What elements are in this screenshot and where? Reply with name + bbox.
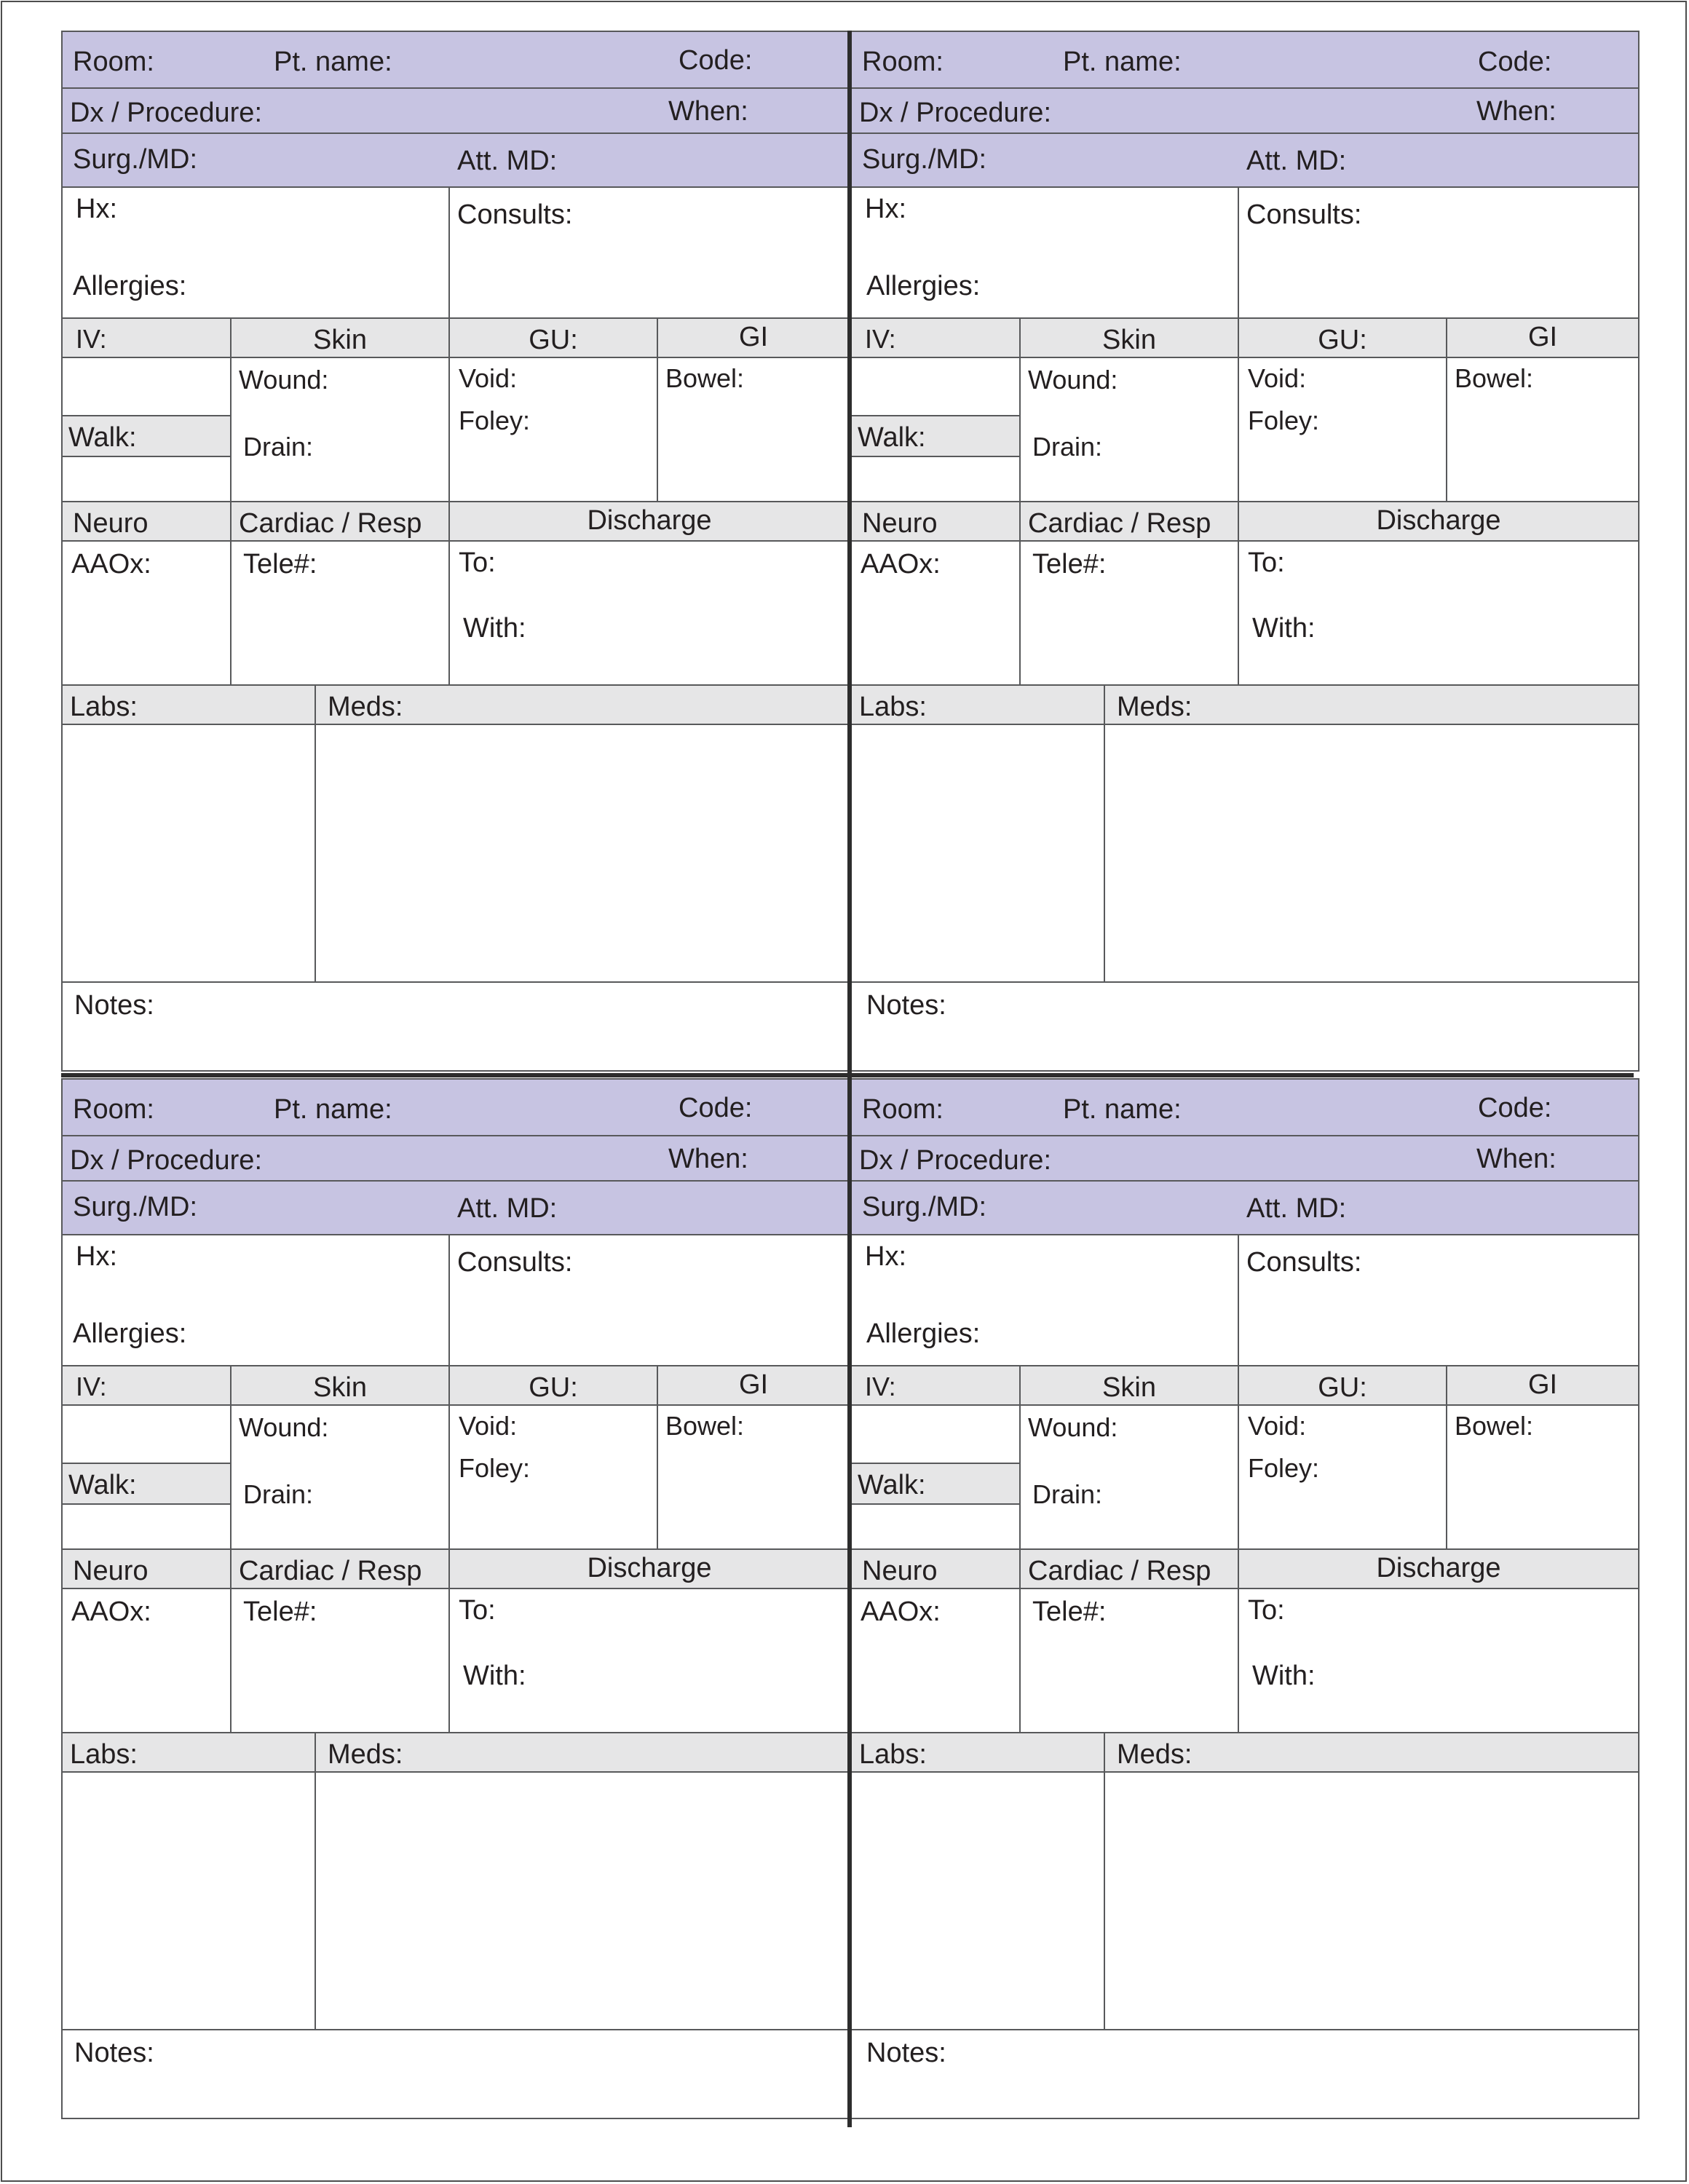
labs-box <box>61 724 316 983</box>
discharge-label: Discharge <box>1376 1553 1501 1583</box>
code-label: Code: <box>1478 47 1552 77</box>
gi-header <box>657 317 850 358</box>
discharge-header <box>1238 501 1639 542</box>
code-label: Code: <box>1478 1093 1552 1123</box>
gi-label: GI <box>1527 322 1558 352</box>
code-label: Code: <box>679 1093 753 1123</box>
labs-box <box>850 724 1105 983</box>
consults-label: Consults: <box>1246 199 1362 230</box>
discharge-label: Discharge <box>587 1553 712 1583</box>
with-label: With: <box>1252 1661 1316 1691</box>
labs-box <box>850 1771 1105 2030</box>
cardiac-resp-header <box>230 1548 450 1589</box>
dx-procedure-label: Dx / Procedure: <box>859 98 1051 128</box>
notes-box <box>61 981 850 1072</box>
tele-label: Tele#: <box>1032 1597 1107 1627</box>
bowel-label: Bowel: <box>665 363 745 393</box>
iv-header <box>61 1365 232 1406</box>
cardiac-resp-label: Cardiac / Resp <box>239 508 422 539</box>
foley-label: Foley: <box>459 1453 531 1483</box>
pt-name-label: Pt. name: <box>1063 47 1182 77</box>
surg-md-label: Surg./MD: <box>73 1192 198 1222</box>
hx-allergies-box <box>61 186 450 319</box>
consults-box <box>1238 1234 1639 1366</box>
dx-procedure-label: Dx / Procedure: <box>70 1145 262 1176</box>
when-label: When: <box>668 1144 748 1174</box>
horizontal-divider <box>61 1073 1634 1077</box>
meds-label: Meds: <box>1117 692 1192 722</box>
neuro-label: Neuro <box>73 1556 149 1586</box>
notes-box <box>850 2029 1639 2119</box>
gi-label: GI <box>738 1369 769 1400</box>
bowel-label: Bowel: <box>1455 363 1534 393</box>
bowel-label: Bowel: <box>1455 1411 1534 1441</box>
notes-box <box>61 2029 850 2119</box>
drain-label: Drain: <box>1032 1479 1103 1509</box>
att-md-label: Att. MD: <box>1246 146 1347 176</box>
skin-box <box>1019 357 1239 502</box>
cardiac-resp-header <box>230 501 450 542</box>
void-label: Void: <box>1248 363 1307 393</box>
gu-label: GU: <box>529 325 578 355</box>
gu-header <box>1238 1365 1447 1406</box>
patient-sheet-top-left <box>61 31 850 1072</box>
walk-label: Walk: <box>858 1470 926 1500</box>
void-label: Void: <box>459 1411 518 1441</box>
tele-label: Tele#: <box>243 1597 317 1627</box>
patient-sheet-bottom-left <box>61 1078 850 2119</box>
walk-label: Walk: <box>858 422 926 453</box>
skin-box <box>1019 1404 1239 1550</box>
discharge-box <box>448 1588 850 1733</box>
row-surg-md <box>61 132 850 188</box>
to-label: To: <box>1248 547 1285 578</box>
aaox-label: AAOx: <box>861 549 941 579</box>
when-label: When: <box>668 96 748 127</box>
att-md-label: Att. MD: <box>1246 1193 1347 1224</box>
hx-label: Hx: <box>865 194 906 224</box>
gi-box <box>657 1404 850 1550</box>
walk-box <box>61 1503 232 1550</box>
allergies-label: Allergies: <box>73 1318 187 1349</box>
meds-box <box>315 1771 850 2030</box>
gi-header <box>1446 1365 1639 1406</box>
notes-box <box>850 981 1639 1072</box>
meds-header <box>315 1732 850 1773</box>
hx-allergies-box <box>61 1234 450 1366</box>
meds-label: Meds: <box>328 692 403 722</box>
cardiac-resp-label: Cardiac / Resp <box>239 1556 422 1586</box>
with-label: With: <box>463 1661 526 1691</box>
pt-name-label: Pt. name: <box>274 47 392 77</box>
gi-label: GI <box>738 322 769 352</box>
skin-label: Skin <box>313 1372 367 1403</box>
consults-box <box>448 186 850 319</box>
void-label: Void: <box>459 363 518 393</box>
cardiac-resp-box <box>230 1588 450 1733</box>
discharge-header <box>1238 1548 1639 1589</box>
surg-md-label: Surg./MD: <box>862 144 987 175</box>
dx-procedure-label: Dx / Procedure: <box>70 98 262 128</box>
gi-header <box>657 1365 850 1406</box>
cardiac-resp-box <box>1019 540 1239 686</box>
meds-box <box>1104 1771 1639 2030</box>
vertical-divider <box>847 31 852 2127</box>
neuro-box <box>850 540 1021 686</box>
iv-box <box>61 357 232 416</box>
discharge-header <box>448 1548 850 1589</box>
row-surg-md <box>61 1180 850 1235</box>
drain-label: Drain: <box>1032 432 1103 462</box>
to-label: To: <box>459 547 496 578</box>
neuro-header <box>850 1548 1021 1589</box>
pt-name-label: Pt. name: <box>1063 1094 1182 1125</box>
walk-box <box>850 456 1021 502</box>
iv-box <box>850 1404 1021 1464</box>
allergies-label: Allergies: <box>866 271 981 301</box>
discharge-box <box>1238 1588 1639 1733</box>
iv-header <box>850 317 1021 358</box>
patient-sheet-bottom-right <box>850 1078 1639 2119</box>
neuro-label: Neuro <box>862 1556 938 1586</box>
gu-box <box>1238 1404 1447 1550</box>
meds-header <box>1104 1732 1639 1773</box>
notes-label: Notes: <box>74 2038 154 2068</box>
skin-label: Skin <box>1102 325 1156 355</box>
discharge-header <box>448 501 850 542</box>
dx-procedure-label: Dx / Procedure: <box>859 1145 1051 1176</box>
gi-box <box>657 357 850 502</box>
gu-label: GU: <box>1318 325 1367 355</box>
iv-label: IV: <box>76 1372 107 1401</box>
hx-label: Hx: <box>76 194 117 224</box>
gu-header <box>1238 317 1447 358</box>
to-label: To: <box>459 1595 496 1626</box>
to-label: To: <box>1248 1595 1285 1626</box>
notes-label: Notes: <box>866 2038 946 2068</box>
wound-label: Wound: <box>1028 365 1118 395</box>
room-label: Room: <box>73 1094 154 1125</box>
tele-label: Tele#: <box>243 549 317 579</box>
iv-header <box>850 1365 1021 1406</box>
labs-label: Labs: <box>70 692 138 722</box>
row-surg-md <box>850 132 1639 188</box>
skin-header <box>230 1365 450 1406</box>
with-label: With: <box>463 613 526 644</box>
skin-header <box>1019 1365 1239 1406</box>
walk-label: Walk: <box>68 1470 137 1500</box>
walk-label: Walk: <box>68 422 137 453</box>
drain-label: Drain: <box>243 1479 314 1509</box>
consults-label: Consults: <box>457 199 573 230</box>
labs-box <box>61 1771 316 2030</box>
when-label: When: <box>1476 1144 1557 1174</box>
wound-label: Wound: <box>239 365 329 395</box>
patient-sheet-top-right <box>850 31 1639 1072</box>
consults-label: Consults: <box>457 1247 573 1278</box>
cardiac-resp-label: Cardiac / Resp <box>1028 508 1211 539</box>
labs-label: Labs: <box>859 692 927 722</box>
walk-box <box>61 456 232 502</box>
when-label: When: <box>1476 96 1557 127</box>
labs-label: Labs: <box>859 1739 927 1770</box>
foley-label: Foley: <box>1248 1453 1320 1483</box>
row-dx-procedure <box>61 1135 850 1182</box>
notes-label: Notes: <box>866 990 946 1021</box>
with-label: With: <box>1252 613 1316 644</box>
drain-label: Drain: <box>243 432 314 462</box>
gu-label: GU: <box>1318 1372 1367 1403</box>
neuro-header <box>850 501 1021 542</box>
row-room <box>850 1078 1639 1136</box>
neuro-box <box>61 540 232 686</box>
row-dx-procedure <box>850 87 1639 134</box>
gi-header <box>1446 317 1639 358</box>
row-surg-md <box>850 1180 1639 1235</box>
meds-label: Meds: <box>1117 1739 1192 1770</box>
gu-box <box>1238 357 1447 502</box>
gu-box <box>448 357 658 502</box>
labs-label: Labs: <box>70 1739 138 1770</box>
surg-md-label: Surg./MD: <box>73 144 198 175</box>
foley-label: Foley: <box>459 405 531 435</box>
neuro-header <box>61 1548 232 1589</box>
walk-box <box>850 1503 1021 1550</box>
consults-box <box>1238 186 1639 319</box>
row-room <box>61 31 850 89</box>
labs-header <box>61 684 316 725</box>
gi-box <box>1446 357 1639 502</box>
walk-header <box>850 415 1021 457</box>
cardiac-resp-header <box>1019 1548 1239 1589</box>
neuro-label: Neuro <box>73 508 149 539</box>
room-label: Room: <box>862 1094 944 1125</box>
allergies-label: Allergies: <box>73 271 187 301</box>
cardiac-resp-box <box>1019 1588 1239 1733</box>
iv-box <box>61 1404 232 1464</box>
labs-header <box>850 1732 1105 1773</box>
consults-label: Consults: <box>1246 1247 1362 1278</box>
cardiac-resp-box <box>230 540 450 686</box>
aaox-label: AAOx: <box>861 1597 941 1627</box>
neuro-box <box>61 1588 232 1733</box>
iv-box <box>850 357 1021 416</box>
att-md-label: Att. MD: <box>457 1193 558 1224</box>
aaox-label: AAOx: <box>71 549 151 579</box>
walk-header <box>61 415 232 457</box>
neuro-header <box>61 501 232 542</box>
gi-label: GI <box>1527 1369 1558 1400</box>
iv-label: IV: <box>865 324 896 354</box>
void-label: Void: <box>1248 1411 1307 1441</box>
discharge-box <box>1238 540 1639 686</box>
code-label: Code: <box>679 45 753 76</box>
discharge-label: Discharge <box>1376 505 1501 536</box>
wound-label: Wound: <box>239 1412 329 1442</box>
cardiac-resp-header <box>1019 501 1239 542</box>
neuro-box <box>850 1588 1021 1733</box>
hx-label: Hx: <box>76 1241 117 1272</box>
discharge-box <box>448 540 850 686</box>
gu-box <box>448 1404 658 1550</box>
hx-allergies-box <box>850 186 1239 319</box>
skin-label: Skin <box>1102 1372 1156 1403</box>
room-label: Room: <box>862 47 944 77</box>
iv-label: IV: <box>865 1372 896 1401</box>
skin-box <box>230 357 450 502</box>
wound-label: Wound: <box>1028 1412 1118 1442</box>
walk-header <box>61 1463 232 1505</box>
walk-header <box>850 1463 1021 1505</box>
neuro-label: Neuro <box>862 508 938 539</box>
hx-allergies-box <box>850 1234 1239 1366</box>
discharge-label: Discharge <box>587 505 712 536</box>
labs-header <box>61 1732 316 1773</box>
row-dx-procedure <box>61 87 850 134</box>
meds-box <box>1104 724 1639 983</box>
skin-label: Skin <box>313 325 367 355</box>
hx-label: Hx: <box>865 1241 906 1272</box>
row-dx-procedure <box>850 1135 1639 1182</box>
gu-label: GU: <box>529 1372 578 1403</box>
skin-header <box>230 317 450 358</box>
iv-label: IV: <box>76 324 107 354</box>
aaox-label: AAOx: <box>71 1597 151 1627</box>
tele-label: Tele#: <box>1032 549 1107 579</box>
surg-md-label: Surg./MD: <box>862 1192 987 1222</box>
pt-name-label: Pt. name: <box>274 1094 392 1125</box>
row-room <box>61 1078 850 1136</box>
consults-box <box>448 1234 850 1366</box>
iv-header <box>61 317 232 358</box>
meds-label: Meds: <box>328 1739 403 1770</box>
foley-label: Foley: <box>1248 405 1320 435</box>
allergies-label: Allergies: <box>866 1318 981 1349</box>
gu-header <box>448 1365 658 1406</box>
att-md-label: Att. MD: <box>457 146 558 176</box>
notes-label: Notes: <box>74 990 154 1021</box>
gu-header <box>448 317 658 358</box>
room-label: Room: <box>73 47 154 77</box>
gi-box <box>1446 1404 1639 1550</box>
labs-header <box>850 684 1105 725</box>
meds-box <box>315 724 850 983</box>
row-room <box>850 31 1639 89</box>
skin-header <box>1019 317 1239 358</box>
bowel-label: Bowel: <box>665 1411 745 1441</box>
meds-header <box>315 684 850 725</box>
skin-box <box>230 1404 450 1550</box>
cardiac-resp-label: Cardiac / Resp <box>1028 1556 1211 1586</box>
meds-header <box>1104 684 1639 725</box>
